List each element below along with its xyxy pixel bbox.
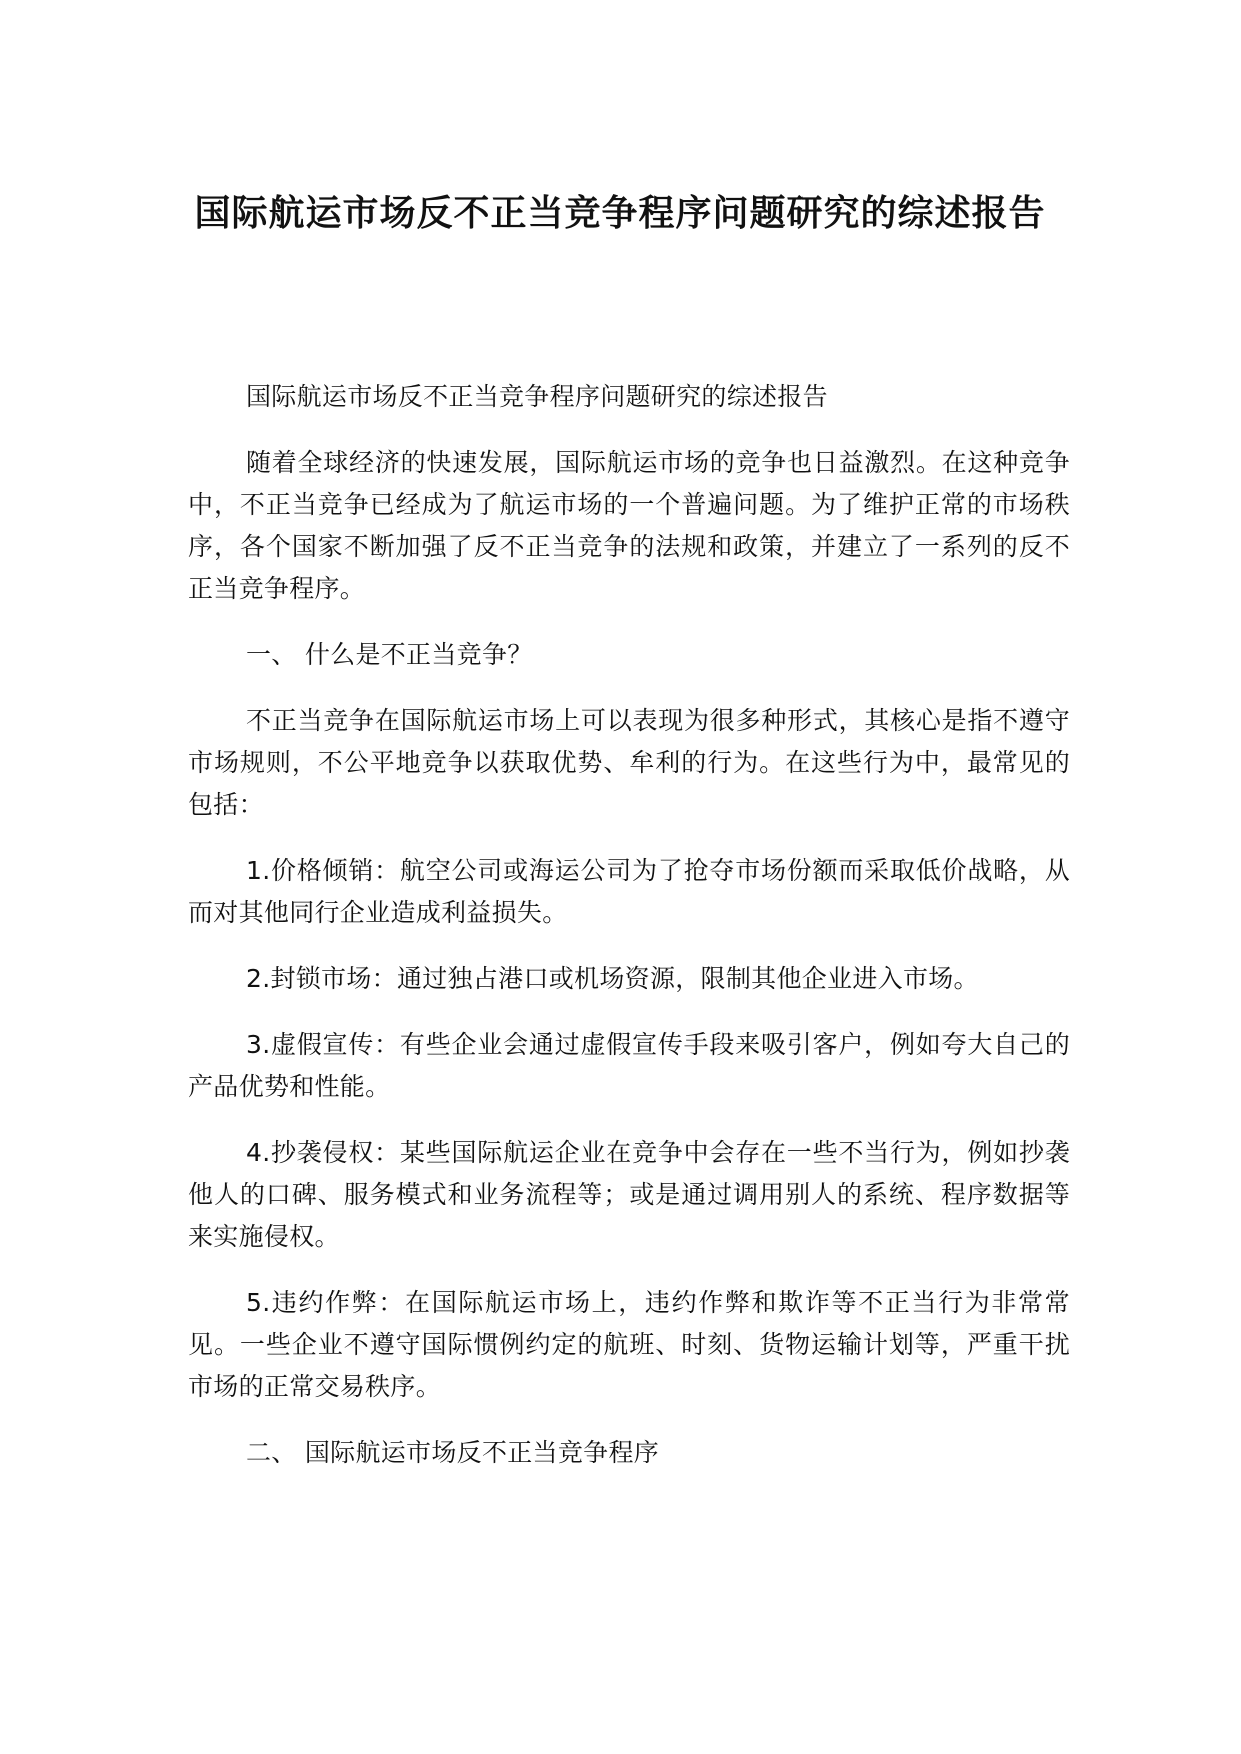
section-heading-1: 一、 什么是不正当竞争？ bbox=[246, 640, 533, 669]
definition-paragraph: 不正当竞争在国际航运市场上可以表现为很多种形式，其核心是指不遵守市场规则，不公平地竞争以获取优势、牟利的行为。在这些行为中，最常见的包括： bbox=[188, 706, 1070, 819]
list-item-market-blocking: 2.封锁市场：通过独占港口或机场资源，限制其他企业进入市场。 bbox=[246, 964, 979, 993]
list-item-price-dumping: 1.价格倾销：航空公司或海运公司为了抢夺市场份额而采取低价战略，从而对其他同行企业造成利益损失。 bbox=[188, 856, 1070, 927]
list-item-false-advertising: 3.虚假宣传：有些企业会通过虚假宣传手段来吸引客户，例如夸大自己的产品优势和性能。 bbox=[188, 1030, 1070, 1101]
list-item-plagiarism: 4.抄袭侵权：某些国际航运企业在竞争中会存在一些不当行为，例如抄袭他人的口碑、服务模式和业务流程等；或是通过调用别人的系统、程序数据等来实施侵权。 bbox=[188, 1138, 1070, 1251]
section-heading-2: 二、 国际航运市场反不正当竞争程序 bbox=[246, 1438, 660, 1467]
list-item-breach-fraud: 5.违约作弊：在国际航运市场上，违约作弊和欺诈等不正当行为非常常见。一些企业不遵守国际惯例约定的航班、时刻、货物运输计划等，严重干扰市场的正常交易秩序。 bbox=[188, 1288, 1070, 1401]
document-title: 国际航运市场反不正当竞争程序问题研究的综述报告 bbox=[194, 193, 1046, 234]
subtitle-paragraph: 国际航运市场反不正当竞争程序问题研究的综述报告 bbox=[246, 382, 828, 411]
document-body bbox=[188, 376, 1070, 1498]
intro-paragraph: 随着全球经济的快速发展，国际航运市场的竞争也日益激烈。在这种竞争中，不正当竞争已经成为了航运市场的一个普遍问题。为了维护正常的市场秩序，各个国家不断加强了反不正当竞争的法规和政策，并建立了一系列的反不正当竞争程序。 bbox=[188, 448, 1070, 603]
